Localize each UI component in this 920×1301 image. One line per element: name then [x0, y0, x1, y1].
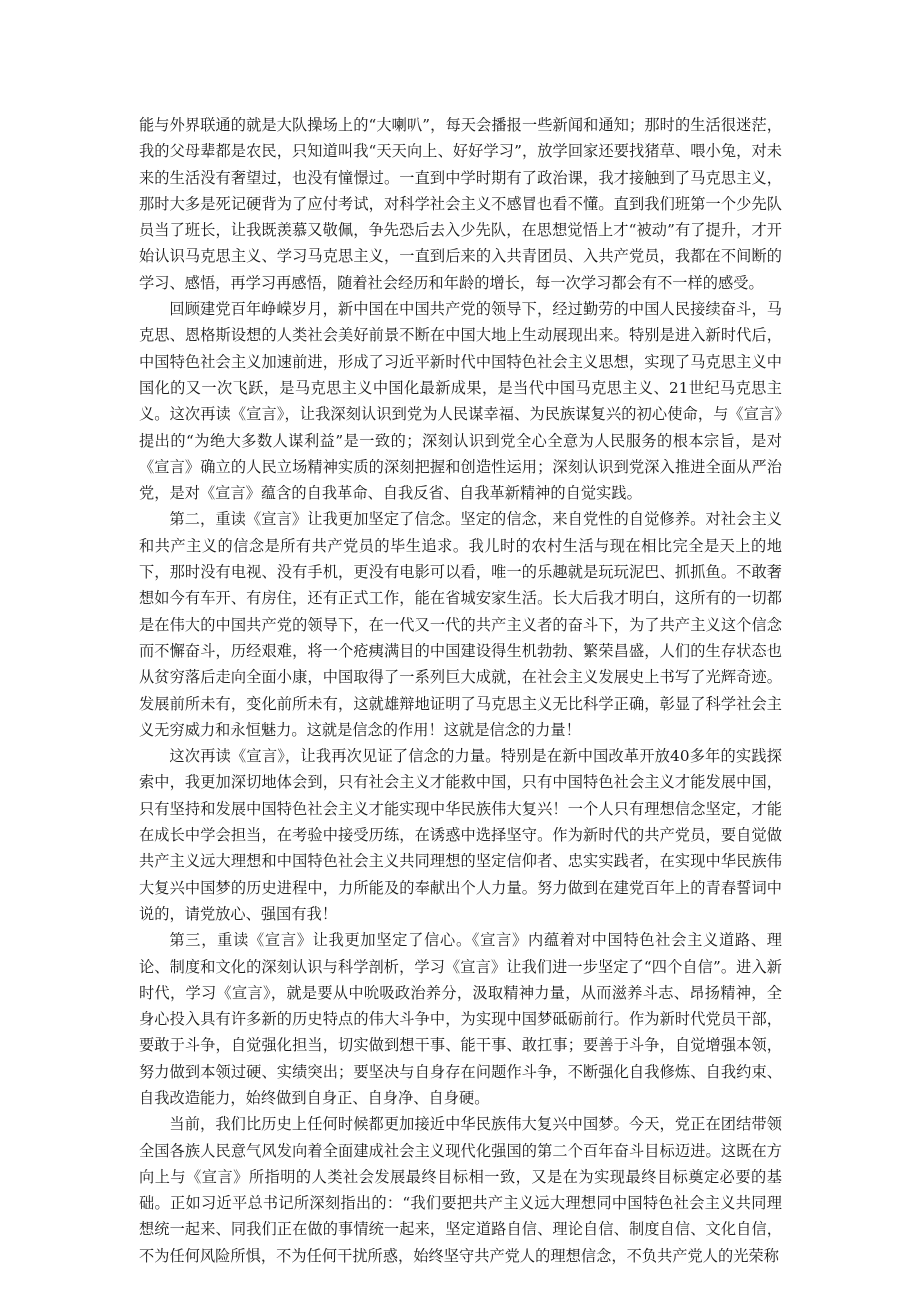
document-body [139, 112, 782, 1269]
paragraph-5: 第三，重读《宣言》让我更加坚定了信心。《宣言》内蕴着对中国特色社会主义道路、理论、制度和文化的深刻认识与科学剖析，学习《宣言》让我们进一步坚定了“四个自信”。进入新时代，学习《宣言》，就是要从中吮吸政治养分，汲取精神力量，从而滋养斗志、昂扬精神，全身心投入具有许多新的历史特点的伟大斗争中，为实现中国梦砥砺前行。作为新时代党员干部，要敢于斗争，自觉强化担当，切实做到想干事、能干事、敢扛事；要善于斗争，自觉增强本领，努力做到本领过硬、实绩突出；要坚决与自身存在问题作斗争，不断强化自我修炼、自我约束、自我改造能力，始终做到自身正、自身净、自身硬。 [139, 931, 782, 1107]
paragraph-1: 能与外界联通的就是大队操场上的“大喇叭”，每天会播报一些新闻和通知；那时的生活很迷茫，我的父母辈都是农民，只知道叫我“天天向上、好好学习”，放学回家还要找猪草、喂小兔，对未来的生活没有奢望过，也没有憧憬过。一直到中学时期有了政治课，我才接触到了马克思主义，那时大多是死记硬背为了应付考试，对科学社会主义不感冒也看不懂。直到我们班第一个少先队员当了班长，让我既羡慕又敬佩，争先恐后去入少先队，在思想觉悟上才“被动”有了提升，才开始认识马克思主义、学习马克思主义，一直到后来的入共青团员、入共产党员，我都在不间断的学习、感悟，再学习再感悟，随着社会经历和年龄的增长，每一次学习都会有不一样的感受。 [139, 116, 782, 292]
paragraph-3: 第二，重读《宣言》让我更加坚定了信念。坚定的信念，来自党性的自觉修养。对社会主义和共产主义的信念是所有共产党员的毕生追求。我儿时的农村生活与现在相比完全是天上的地下，那时没有电视、没有手机，更没有电影可以看，唯一的乐趣就是玩玩泥巴、抓抓鱼。不敢奢想如今有车开、有房住，还有正式工作，能在省城安家生活。长大后我才明白，这所有的一切都是在伟大的中国共产党的领导下，在一代又一代的共产主义者的奋斗下，为了共产主义这个信念而不懈奋斗，历经艰难，将一个疮痍满目的中国建设得生机勃勃、繁荣昌盛，人们的生存状态也从贫穷落后走向全面小康，中国取得了一系列巨大成就，在社会主义发展史上书写了光辉奇迹。发展前所未有，变化前所未有，这就雄辩地证明了马克思主义无比科学正确，彰显了科学社会主义无穷威力和永恒魅力。这就是信念的作用！这就是信念的力量！ [139, 510, 782, 739]
paragraph-2: 回顾建党百年峥嵘岁月，新中国在中国共产党的领导下，经过勤劳的中国人民接续奋斗，马克思、恩格斯设想的人类社会美好前景不断在中国大地上生动展现出来。特别是进入新时代后，中国特色社会主义加速前进，形成了习近平新时代中国特色社会主义思想，实现了马克思主义中国化的又一次飞跃，是马克思主义中国化最新成果，是当代中国马克思主义、21世纪马克思主义。这次再读《宣言》，让我深刻认识到党为人民谋幸福、为民族谋复兴的初心使命，与《宣言》提出的“为绝大多数人谋利益”是一致的；深刻认识到党全心全意为人民服务的根本宗旨，是对《宣言》确立的人民立场精神实质的深刻把握和创造性运用；深刻认识到党深入推进全面从严治党，是对《宣言》蕴含的自我革命、自我反省、自我革新精神的自觉实践。 [139, 300, 782, 503]
paragraph-6: 当前，我们比历史上任何时候都更加接近中华民族伟大复兴中国梦。今天，党正在团结带领全国各族人民意气风发向着全面建成社会主义现代化强国的第二个百年奋斗目标迈进。这既在方向上与《宣言》所指明的人类社会发展最终目标相一致，又是在为实现最终目标奠定必要的基础。正如习近平总书记所深刻指出的：“我们要把共产主义远大理想同中国特色社会主义共同理想统一起来、同我们正在做的事情统一起来，坚定道路自信、理论自信、制度自信、文化自信，不为任何风险所惧，不为任何干扰所惑，始终坚守共产党人的理想信念，不负共产党人的光荣称 [139, 1115, 782, 1265]
paragraph-4: 这次再读《宣言》，让我再次见证了信念的力量。特别是在新中国改革开放40多年的实践探索中，我更加深切地体会到，只有社会主义才能救中国，只有中国特色社会主义才能发展中国，只有坚持和发展中国特色社会主义才能实现中华民族伟大复兴！一个人只有理想信念坚定，才能在成长中学会担当，在考验中接受历练，在诱惑中选择坚守。作为新时代的共产党员，要自觉做共产主义远大理想和中国特色社会主义共同理想的坚定信仰者、忠实实践者，在实现中华民族伟大复兴中国梦的历史进程中，力所能及的奉献出个人力量。努力做到在建党百年上的青春誓词中说的，请党放心、强国有我！ [139, 747, 782, 923]
